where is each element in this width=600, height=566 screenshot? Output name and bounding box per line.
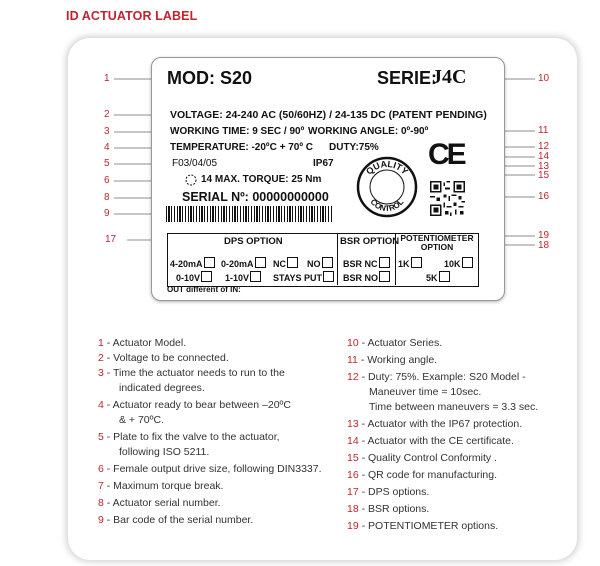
qr-code: [430, 181, 465, 216]
dps-option-title: DPS OPTION: [224, 236, 283, 247]
legend-left: [98, 336, 338, 528]
barcode: [166, 206, 333, 222]
options-divider: [337, 233, 338, 285]
checkbox: [462, 257, 473, 268]
legend-item: 7 - Maximum torque break.: [98, 480, 224, 492]
callout-8: 8: [104, 192, 110, 203]
checkbox: [201, 271, 212, 282]
out-different-note: OUT different of IN:: [167, 285, 241, 294]
callout-19: 19: [538, 230, 550, 241]
legend-item: 9 - Bar code of the serial number.: [98, 514, 254, 526]
legend-item: & + 70ºC.: [119, 414, 164, 426]
working-angle-text: WORKING ANGLE: 0º-90º: [308, 126, 429, 137]
duty-text: DUTY:75%: [329, 142, 379, 153]
legend-item: 11 - Working angle.: [347, 354, 438, 366]
callout-10: 10: [538, 73, 550, 84]
dps-option: 0-10V: [176, 271, 214, 283]
stamp-top-text: QUALITY: [364, 158, 410, 177]
callout-1: 1: [104, 73, 110, 84]
legend-item: Time between maneuvers = 3.3 sec.: [369, 401, 539, 413]
callout-15: 15: [538, 170, 550, 181]
series-prefix: SERIE:: [377, 68, 438, 88]
legend-item: 18 - BSR options.: [347, 503, 430, 515]
bsr-option: BSR NC: [343, 257, 392, 269]
torque-text: 14 MAX. TORQUE: 25 Nm: [201, 174, 322, 185]
legend-right: [347, 336, 572, 534]
checkbox: [379, 271, 390, 282]
dps-option: 4-20mA: [170, 257, 217, 269]
dps-option: NC: [273, 257, 300, 269]
legend-item: 13 - Actuator with the IP67 protection.: [347, 418, 523, 430]
legend-item: indicated degrees.: [119, 382, 205, 394]
checkbox: [250, 271, 261, 282]
potentiometer-option: 5K: [426, 271, 452, 283]
callout-5: 5: [104, 158, 110, 169]
model-text: MOD: S20: [167, 68, 253, 88]
checkbox: [322, 257, 333, 268]
serial-number-text: SERIAL Nº: 00000000000: [182, 190, 329, 204]
callout-11: 11: [538, 125, 549, 136]
callout-3: 3: [104, 126, 110, 137]
legend-item: 12 - Duty: 75%. Example: S20 Model -: [347, 371, 526, 383]
voltage-text: VOLTAGE: 24-240 AC (50/60HZ) / 24-135 DC (PATENT PENDING): [170, 109, 487, 121]
callout-13: 13: [538, 161, 550, 172]
legend-item: 8 - Actuator serial number.: [98, 497, 221, 509]
bsr-option-title: BSR OPTION: [340, 236, 400, 247]
dps-option: 1-10V: [225, 271, 263, 283]
callout-16: 16: [538, 191, 550, 202]
checkbox: [411, 257, 422, 268]
dps-option: STAYS PUT: [273, 271, 336, 283]
checkbox: [379, 257, 390, 268]
callout-2: 2: [104, 109, 110, 120]
checkbox: [255, 257, 266, 268]
drive-size-icon: [184, 173, 198, 187]
legend-item: Maneuver time = 10sec.: [369, 386, 482, 398]
checkbox: [439, 271, 450, 282]
temperature-text: TEMPERATURE: -20ºC + 70º C: [170, 142, 313, 153]
legend-item: 19 - POTENTIOMETER options.: [347, 520, 499, 532]
series-value: J4C: [432, 66, 467, 88]
potentiometer-option: 1K: [398, 257, 424, 269]
page-heading: ID ACTUATOR LABEL: [66, 9, 198, 23]
ip-rating-text: IP67: [313, 158, 334, 169]
checkbox: [323, 271, 334, 282]
working-time-text: WORKING TIME: 9 SEC / 90º: [170, 126, 305, 137]
potentiometer-option: 10K: [444, 257, 475, 269]
legend-item: 3 - Time the actuator needs to run to the: [98, 367, 285, 379]
callout-12: 12: [538, 141, 550, 152]
legend-item: 17 - DPS options.: [347, 486, 430, 498]
legend-item: 10 - Actuator Series.: [347, 337, 443, 349]
legend-item: 14 - Actuator with the CE certificate.: [347, 435, 514, 447]
legend-item: 4 - Actuator ready to bear between –20ºC: [98, 399, 291, 411]
legend-item: 2 - Voltage to be connected.: [98, 352, 229, 364]
legend-item: 6 - Female output drive size, following DIN3337.: [98, 463, 322, 475]
legend-item: 16 - QR code for manufacturing.: [347, 469, 497, 481]
callout-4: 4: [104, 142, 110, 153]
callout-9: 9: [104, 208, 110, 219]
potentiometer-option-title: POTENTIOMETER OPTION: [400, 233, 474, 252]
date-code-text: F03/04/05: [172, 158, 218, 169]
stamp-bottom-text: CONTROL: [368, 197, 406, 214]
checkbox: [287, 257, 298, 268]
dps-option: 0-20mA: [221, 257, 268, 269]
callout-18: 18: [538, 240, 550, 251]
legend-item: 5 - Plate to fix the valve to the actuator,: [98, 431, 280, 443]
bsr-option: BSR NO: [343, 271, 392, 283]
legend-item: 1 - Actuator Model.: [98, 337, 187, 349]
ce-mark: CE: [428, 138, 464, 171]
svg-text:CONTROL: [369, 197, 406, 213]
legend-item: 15 - Quality Control Conformity .: [347, 452, 497, 464]
callout-14: 14: [538, 151, 550, 162]
quality-control-stamp: [355, 155, 419, 219]
checkbox: [204, 257, 215, 268]
callout-6: 6: [104, 175, 110, 186]
legend-item: following ISO 5211.: [119, 446, 210, 458]
callout-17: 17: [105, 234, 117, 245]
dps-option: NO: [307, 257, 335, 269]
